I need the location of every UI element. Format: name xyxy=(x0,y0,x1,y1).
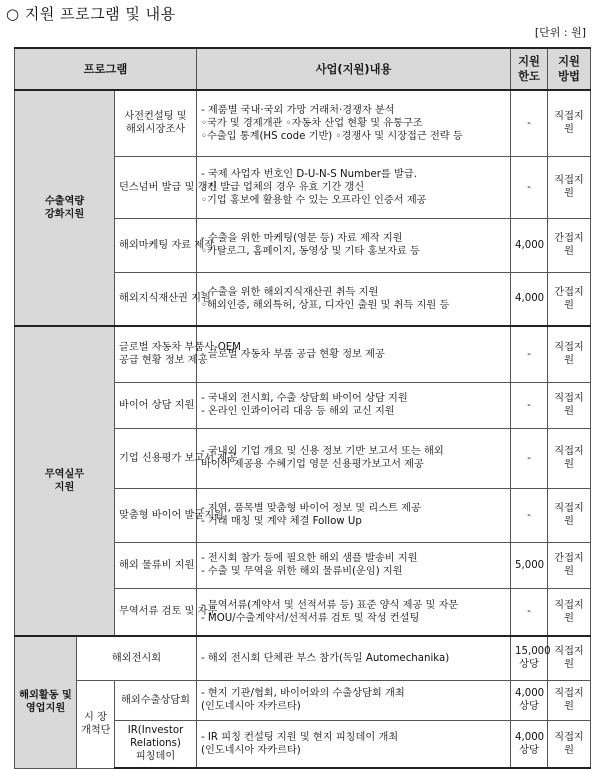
support-method: 직접지원 xyxy=(548,326,591,382)
header-content: 사업(지원)내용 xyxy=(197,48,511,90)
program-content: - 국내외 전시회, 수출 상담회 바이어 상담 지원 - 온라인 인콰이어리 대응 등 해외 교신 지원 xyxy=(197,382,511,428)
support-method: 직접지원 xyxy=(548,588,591,636)
section-heading: ○ 지원 프로그램 및 내용 xyxy=(6,5,176,23)
program-name: 글로벌 자동차 부품사-OEM 공급 현황 정보 제공 xyxy=(115,326,197,382)
program-name: 해외전시회 xyxy=(77,636,197,680)
category-label: 무역실무 지원 xyxy=(15,326,115,636)
support-method: 간접지원 xyxy=(548,218,591,272)
support-limit: 5,000 xyxy=(511,542,548,588)
program-content: - 제품별 국내·국외 가망 거래처·경쟁자 분석 ◦국가 및 경제개관 ◦자동차 산업 현황 및 유통구조 ◦수출입 통계(HS code 기반) ◦경쟁사 및 시장접근 전략 등 xyxy=(197,90,511,156)
program-name: 해외지식재산권 지원 xyxy=(115,272,197,326)
group-label: 시 장 개척단 xyxy=(77,680,115,768)
support-method: 직접지원 xyxy=(548,488,591,542)
table-row xyxy=(15,636,591,680)
category-label: 해외활동 및 영업지원 xyxy=(15,636,77,768)
program-name: 무역서류 검토 및 자문 xyxy=(115,588,197,636)
support-method: 직접지원 xyxy=(548,428,591,488)
program-content: - 수출을 위한 마케팅(영문 등) 자료 제작 지원 ◦카탈로그, 홈페이지, 동영상 및 기타 홍보자료 등 xyxy=(197,218,511,272)
program-content: - 글로벌 자동차 부품 공급 현황 정보 제공 xyxy=(197,326,511,382)
support-method: 직접지원 xyxy=(548,90,591,156)
support-limit: - xyxy=(511,382,548,428)
support-method: 간접지원 xyxy=(548,542,591,588)
support-method: 직접지원 xyxy=(548,156,591,218)
program-name: 해외 물류비 지원 xyxy=(115,542,197,588)
support-limit: - xyxy=(511,156,548,218)
support-method: 간접지원 xyxy=(548,272,591,326)
program-name: 기업 신용평가 보고서 제공 xyxy=(115,428,197,488)
support-method: 직접지원 xyxy=(548,680,591,720)
support-limit: 4,000 xyxy=(511,272,548,326)
support-limit: 4,000 상당 xyxy=(511,680,548,720)
program-content: - 해외 전시회 단체관 부스 참가(독일 Automechanika) xyxy=(197,636,511,680)
support-limit: - xyxy=(511,90,548,156)
table-row xyxy=(15,90,591,156)
table-row xyxy=(15,326,591,382)
program-name: 던스넘버 발급 및 갱신 xyxy=(115,156,197,218)
program-content: - 현지 기관/협회, 바이어와의 수출상담회 개최 (인도네시아 자카르타) xyxy=(197,680,511,720)
program-content: - 전시회 참가 등에 필요한 해외 샘플 발송비 지원 - 수출 및 무역을 위한 해외 물류비(운임) 지원 xyxy=(197,542,511,588)
program-name: 사전컨설팅 및 해외시장조사 xyxy=(115,90,197,156)
header-method: 지원 방법 xyxy=(548,48,591,90)
program-content: - 국내외 기업 개요 및 신용 정보 기반 보고서 또는 해외 바이어 제공용 수혜기업 영문 신용평가보고서 제공 xyxy=(197,428,511,488)
unit-label: [단위 : 원] xyxy=(534,26,586,39)
program-content: - 무역서류(계약서 및 선적서류 등) 표준 양식 제공 및 자문 - MOU/수출계약서/선적서류 검토 및 작성 컨설팅 xyxy=(197,588,511,636)
header-program: 프로그램 xyxy=(15,48,197,90)
support-limit: - xyxy=(511,326,548,382)
support-limit: - xyxy=(511,588,548,636)
category-label: 수출역량 강화지원 xyxy=(15,90,115,326)
program-name: 맞춤형 바이어 발굴지원 xyxy=(115,488,197,542)
support-method: 직접지원 xyxy=(548,636,591,680)
program-content: - 지역, 품목별 맞춤형 바이어 정보 및 리스트 제공 - 거래 매칭 및 계약 체결 Follow Up xyxy=(197,488,511,542)
header-limit: 지원 한도 xyxy=(511,48,548,90)
program-name: IR(Investor Relations) 피칭데이 xyxy=(115,720,197,768)
support-limit: 4,000 상당 xyxy=(511,720,548,768)
support-limit: 4,000 xyxy=(511,218,548,272)
program-name: 해외수출상담회 xyxy=(115,680,197,720)
support-method: 직접지원 xyxy=(548,720,591,768)
program-name: 바이어 상담 지원 xyxy=(115,382,197,428)
table-row xyxy=(15,680,591,720)
program-table xyxy=(14,47,591,769)
support-limit: 15,000 상당 xyxy=(511,636,548,680)
program-content: - 수출을 위한 해외지식재산권 취득 지원 ◦해외인증, 해외특허, 상표, 디자인 출원 및 취득 지원 등 xyxy=(197,272,511,326)
support-method: 직접지원 xyxy=(548,382,591,428)
table-header-row xyxy=(15,48,591,90)
program-content: - 국제 사업자 번호인 D-U-N-S Number를 발급. ◦기 발급 업체의 경우 유효 기간 갱신 ◦기업 홍보에 활용할 수 있는 오프라인 인증서 제공 xyxy=(197,156,511,218)
program-content: - IR 피칭 컨설팅 지원 및 현지 피칭데이 개최 (인도네시아 자카르타) xyxy=(197,720,511,768)
support-limit: - xyxy=(511,428,548,488)
program-name: 해외마케팅 자료 제작 xyxy=(115,218,197,272)
support-limit: - xyxy=(511,488,548,542)
